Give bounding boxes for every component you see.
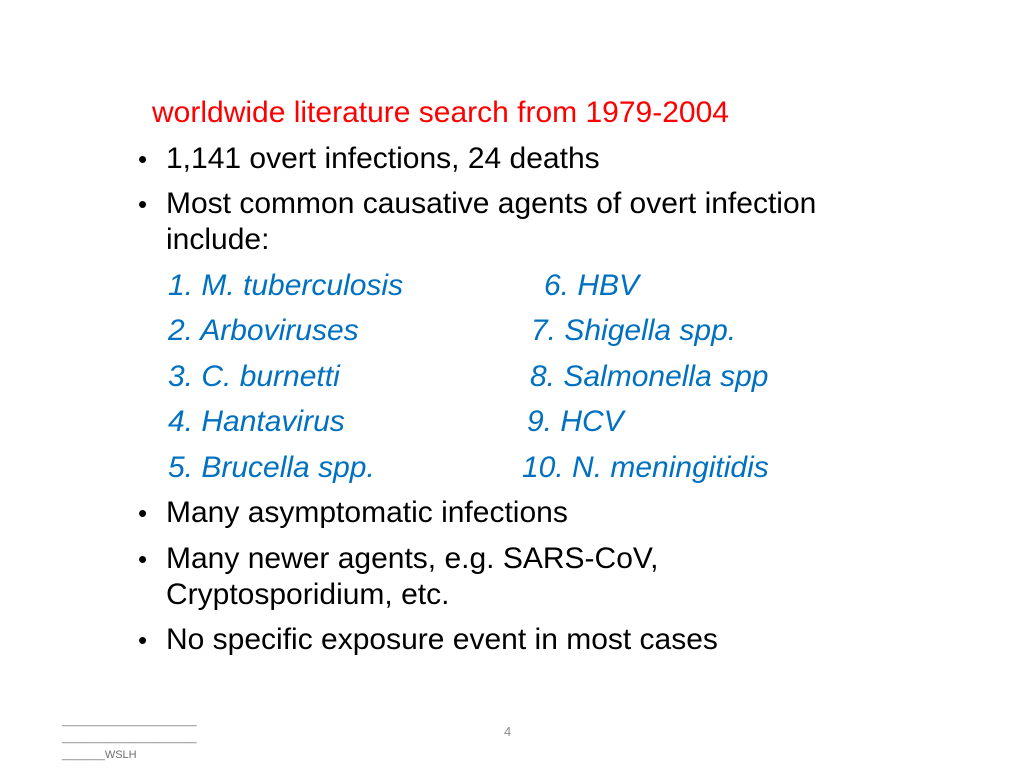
bullet-common-agents: Most common causative agents of overt infection [166,187,817,220]
bullet-icon: • [138,189,148,219]
agent-item: 10. N. meningitidis [522,451,769,484]
slide-heading: worldwide literature search from 1979-2004 [152,96,729,129]
bullet-common-agents-cont: include: [166,223,270,256]
agent-item: 2. Arboviruses [168,314,359,347]
agent-item: 4. Hantavirus [168,405,345,438]
bullet-asymptomatic: Many asymptomatic infections [166,496,568,529]
footer-line: ______________________ [62,732,197,744]
agent-item: 1. M. tuberculosis [168,269,404,302]
bullet-icon: • [138,498,148,528]
bullet-overt-infections: 1,141 overt infections, 24 deaths [166,142,600,175]
agent-item: 5. Brucella spp. [168,451,375,484]
bullet-icon: • [138,544,148,574]
footer-line: _______WSLH [62,749,137,761]
agent-item: 8. Salmonella spp [530,360,769,393]
agent-item: 6. HBV [544,269,640,302]
page-number: 4 [504,724,512,739]
bullet-newer-agents: Many newer agents, e.g. SARS-CoV, [166,542,659,575]
bullet-newer-agents-cont: Cryptosporidium, etc. [166,578,450,611]
agent-item: 3. C. burnetti [168,360,340,393]
footer-source [62,713,197,764]
agent-item: 9. HCV [527,405,624,438]
footer-line: ______________________ [62,715,197,727]
agent-item: 7. Shigella spp. [531,314,737,347]
bullet-icon: • [138,144,148,174]
bullet-icon: • [138,625,148,655]
bullet-no-exposure: No specific exposure event in most cases [166,623,718,656]
